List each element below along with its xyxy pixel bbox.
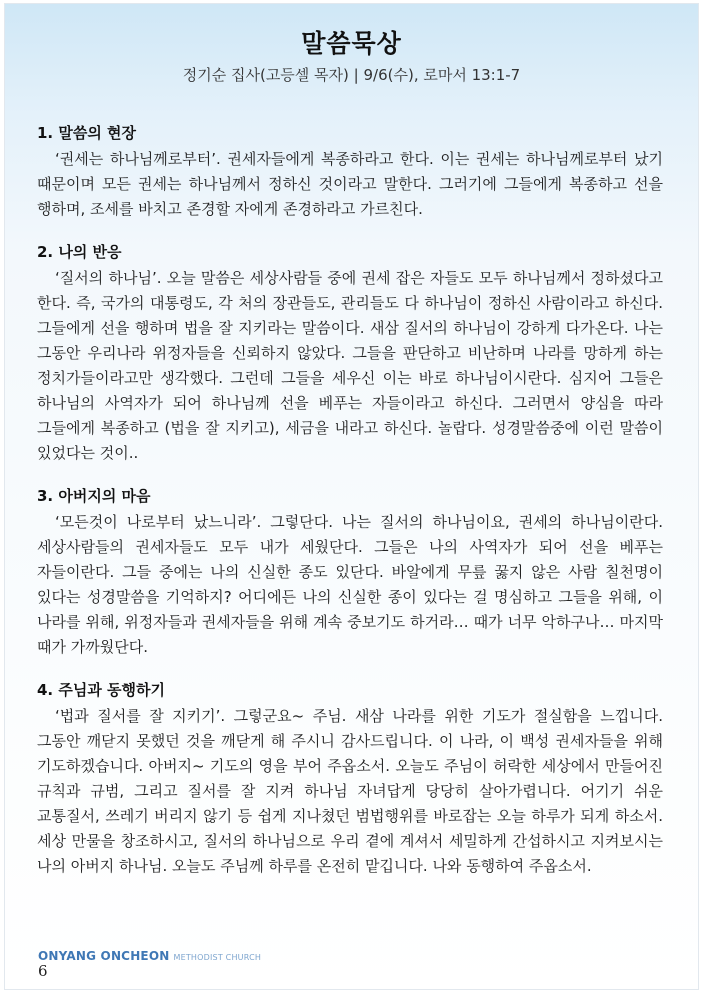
church-logo-subtitle: METHODIST CHURCH xyxy=(173,953,262,962)
church-logo-name: ONYANG ONCHEON xyxy=(38,949,170,963)
section-fathers-heart xyxy=(37,485,663,660)
page-number: 6 xyxy=(38,962,48,980)
article-body xyxy=(37,122,663,898)
section-heading: 3. 아버지의 마음 xyxy=(37,487,151,505)
section-paragraph: ‘모든것이 나로부터 났느니라’. 그렇단다. 나는 질서의 하나님이요, 권세의 하나님이란다. 세상사람들의 권세자들도 모두 내가 세웠단다. 그들은 나의 사역자가 되어 선을 베푸는 자들이란다. 그들 중에는 나의 신실한 종도 있단다. 바알에게 무릎 꿇지 않은 사람 칠천명이 있다는 성경말씀을 기억하지? 어디에든 나의 신실한 종이 있다는 걸 명심하고 그들을 위해, 이 나라를 위해, 위정자들과 권세자들을 위해 계속 중보기도 하거라… 때가 너무 악하구나… 마지막 때가 가까웠단다. xyxy=(37,513,663,656)
section-heading: 1. 말씀의 현장 xyxy=(37,124,137,142)
church-logo xyxy=(38,949,261,963)
page-subtitle: 정기순 집사(고등셀 목자) | 9/6(수), 로마서 13:1-7 xyxy=(182,66,521,84)
section-paragraph: ‘질서의 하나님’. 오늘 말씀은 세상사람들 중에 권세 잡은 자들도 모두 하나님께서 정하셨다고 한다. 즉, 국가의 대통령도, 각 처의 장관들도, 관리들도 다 하나님이 정하신 사람이라고 하신다. 그들에게 선을 행하며 법을 잘 지키라는 말씀이다. 새삼 질서의 하나님이 강하게 다가온다. 나는 그동안 우리나라 위정자들을 신뢰하지 않았다. 그들을 판단하고 비난하며 나라를 망하게 하는 정치가들이라고만 생각했다. 그런데 그들을 세우신 이는 바로 하나님이시란다. 심지어 그들은 하나님의 사역자가 되어 하나님께 선을 베푸는 자들이라고 하신다. 그러면서 양심을 따라 그들에게 복종하고 (법을 잘 지키고), 세금을 내라고 하신다. 놀랍다. 성경말씀중에 이런 말씀이 있었다는 것이.. xyxy=(37,269,663,462)
section-my-response xyxy=(37,241,663,466)
section-walk-with-lord xyxy=(37,679,663,879)
section-paragraph: ‘권세는 하나님께로부터’. 권세자들에게 복종하라고 한다. 이는 권세는 하나님께로부터 났기 때문이며 모든 권세는 하나님께서 정하신 것이라고 말한다. 그러기에 그들에게 복종하고 선을 행하며, 조세를 바치고 존경할 자에게 존경하라고 가르친다. xyxy=(37,150,663,218)
section-heading: 2. 나의 반응 xyxy=(37,243,122,261)
page-title: 말씀묵상 xyxy=(301,29,402,58)
section-heading: 4. 주님과 동행하기 xyxy=(37,681,166,699)
section-paragraph: ‘법과 질서를 잘 지키기’. 그렇군요~ 주님. 새삼 나라를 위한 기도가 절실함을 느낍니다. 그동안 깨닫지 못했던 것을 깨닫게 해 주시니 감사드립니다. 이 나라, 이 백성 권세자들을 위해 기도하겠습니다. 아버지~ 기도의 영을 부어 주옵소서. 오늘도 주님이 허락한 세상에서 만들어진 규칙과 규범, 그리고 질서를 잘 지켜 하나님 자녀답게 당당히 살아가렵니다. 어기기 쉬운 교통질서, 쓰레기 버리지 않기 등 쉽게 지나쳤던 범법행위를 바로잡는 오늘 하루가 되게 하소서. 세상 만물을 창조하시고, 질서의 하나님으로 우리 곁에 계셔서 세밀하게 간섭하시고 지켜보시는 나의 아버지 하나님. 오늘도 주님께 하루를 온전히 맡깁니다. 나와 동행하여 주옵소서. xyxy=(37,707,663,875)
section-word-scene xyxy=(37,122,663,222)
document-page xyxy=(4,3,699,990)
